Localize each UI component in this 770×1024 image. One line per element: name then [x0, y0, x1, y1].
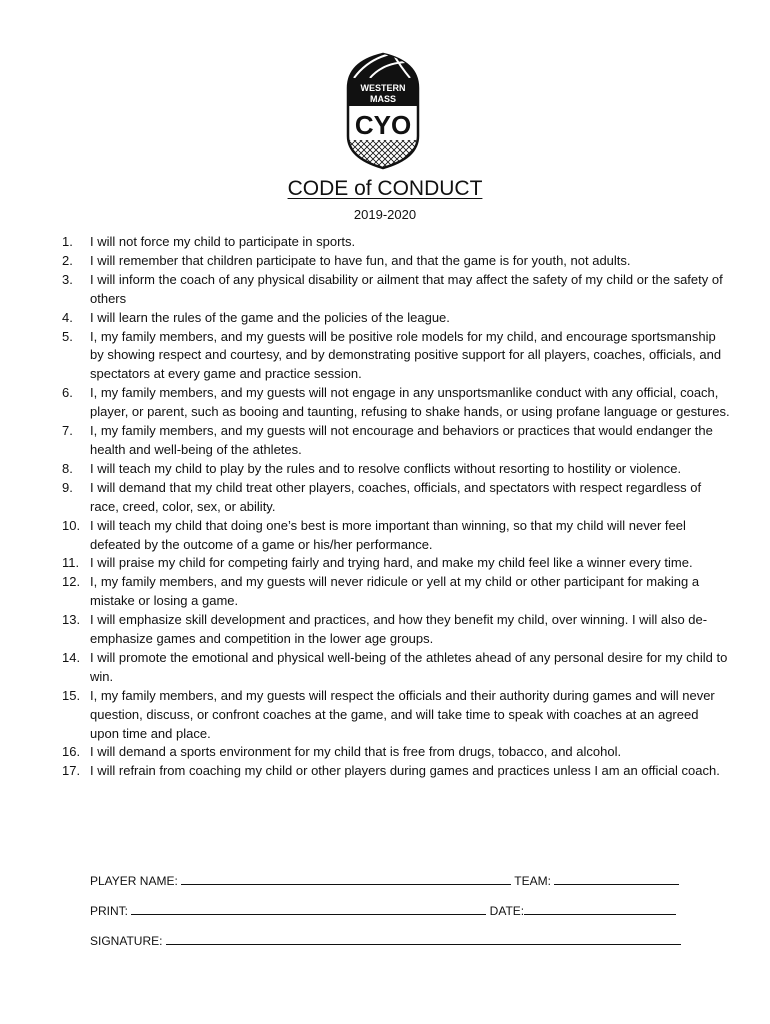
print-line: [90, 902, 676, 919]
rule-text: I will emphasize skill development and practices, and how they benefit my child, over winning. I will also de-emphasize games and competition in the lower age groups.: [90, 612, 708, 647]
rule-item: [62, 252, 730, 271]
rule-text: I will demand that my child treat other players, coaches, officials, and spectators with respect regardless of race, creed, color, sex, or ability.: [90, 479, 702, 514]
rule-item: [62, 573, 730, 611]
rule-number: 13.: [62, 612, 81, 628]
rule-item: [62, 687, 730, 744]
signature-line: [90, 932, 681, 949]
rule-text: I will inform the coach of any physical disability or ailment that may affect the safety of my child or the safety of others: [90, 271, 723, 306]
rules-list: [62, 233, 730, 781]
rule-item: [62, 649, 730, 687]
rule-item: [62, 309, 730, 328]
rule-number: 17.: [62, 763, 81, 779]
rule-number: 6.: [62, 385, 73, 401]
team-field[interactable]: [554, 872, 679, 885]
rule-item: [62, 479, 730, 517]
rule-text: I, my family members, and my guests will never ridicule or yell at my child or other participant for making a mistake or losing a game.: [90, 574, 700, 609]
rule-number: 4.: [62, 309, 73, 325]
rule-item: [62, 271, 730, 309]
rule-text: I will teach my child to play by the rules and to resolve conflicts without resorting to hostility or violence.: [90, 460, 682, 476]
rule-number: 8.: [62, 460, 73, 476]
rule-number: 1.: [62, 234, 73, 249]
rule-text: I, my family members, and my guests will not engage in any unsportsmanlike conduct with any official, coach, player, or parent, such as booing and taunting, refusing to shake hands, or using profane language or gestures.: [90, 385, 730, 420]
rule-number: 16.: [62, 744, 81, 760]
rule-text: I will praise my child for competing fairly and trying hard, and make my child feel like a winner every time.: [90, 555, 693, 571]
rule-item: [62, 517, 730, 555]
rule-text: I, my family members, and my guests will be positive role models for my child, and encourage sportsmanship by showing respect and courtesy, and by demonstrating positive support for all players, coaches, officials, and spectators at every game and practice session.: [90, 328, 722, 382]
rule-number: 10.: [62, 517, 81, 533]
rule-text: I will demand a sports environment for my child that is free from drugs, tobacco, and alcohol.: [90, 744, 622, 760]
signature-field[interactable]: [166, 932, 681, 945]
rule-text: I will learn the rules of the game and the policies of the league.: [90, 309, 450, 325]
logo-line-western: WESTERN: [360, 83, 406, 93]
rule-item: [62, 233, 730, 252]
rule-number: 9.: [62, 479, 73, 495]
print-label: PRINT:: [90, 904, 132, 918]
rule-item: [62, 762, 730, 781]
document-year: 2019-2020: [353, 207, 417, 222]
date-label: DATE:: [486, 904, 525, 918]
rule-text: I will remember that children participate to have fun, and that the game is for youth, not adults.: [90, 252, 631, 268]
rule-number: 14.: [62, 649, 81, 665]
rule-text: I will promote the emotional and physical well-being of the athletes ahead of any personal desire for my child to win.: [90, 649, 728, 684]
print-field[interactable]: [131, 902, 486, 915]
rule-item: [62, 384, 730, 422]
rule-text: I, my family members, and my guests will respect the officials and their authority during games and will never question, discuss, or confront coaches at the game, and will take time to speak with coaches at an agreed upon time and place.: [90, 687, 715, 741]
rule-number: 15.: [62, 687, 81, 703]
western-mass-cyo-logo: [340, 48, 426, 172]
rule-item: [62, 743, 730, 762]
rule-number: 12.: [62, 574, 81, 590]
rule-item: [62, 554, 730, 573]
rule-number: 2.: [62, 252, 73, 268]
rule-number: 7.: [62, 423, 73, 439]
rule-text: I will refrain from coaching my child or other players during games and practices unless I am an official coach.: [90, 763, 720, 779]
rule-item: [62, 328, 730, 385]
team-label: TEAM:: [511, 874, 555, 888]
date-field[interactable]: [524, 902, 676, 915]
player-name-field[interactable]: [181, 872, 511, 885]
rule-text: I will not force my child to participate in sports.: [90, 234, 356, 249]
signature-label: SIGNATURE:: [90, 934, 166, 948]
logo-line-mass: MASS: [369, 94, 397, 104]
rule-number: 11.: [62, 555, 80, 571]
player-name-line: [90, 872, 679, 889]
logo-line-cyo: CYO: [354, 110, 412, 140]
rule-number: 5.: [62, 328, 73, 344]
document-title: CODE of CONDUCT: [287, 177, 483, 200]
rule-text: I, my family members, and my guests will not encourage and behaviors or practices that would endanger the health and well-being of the athletes.: [90, 423, 713, 457]
rule-item: [62, 422, 730, 460]
rule-number: 3.: [62, 271, 73, 287]
player-name-label: PLAYER NAME:: [90, 874, 182, 888]
rule-text: I will teach my child that doing one’s best is more important than winning, so that my child will never feel defeated by the outcome of a game or his/her performance.: [90, 517, 686, 552]
rule-item: [62, 460, 730, 479]
rule-item: [62, 611, 730, 649]
